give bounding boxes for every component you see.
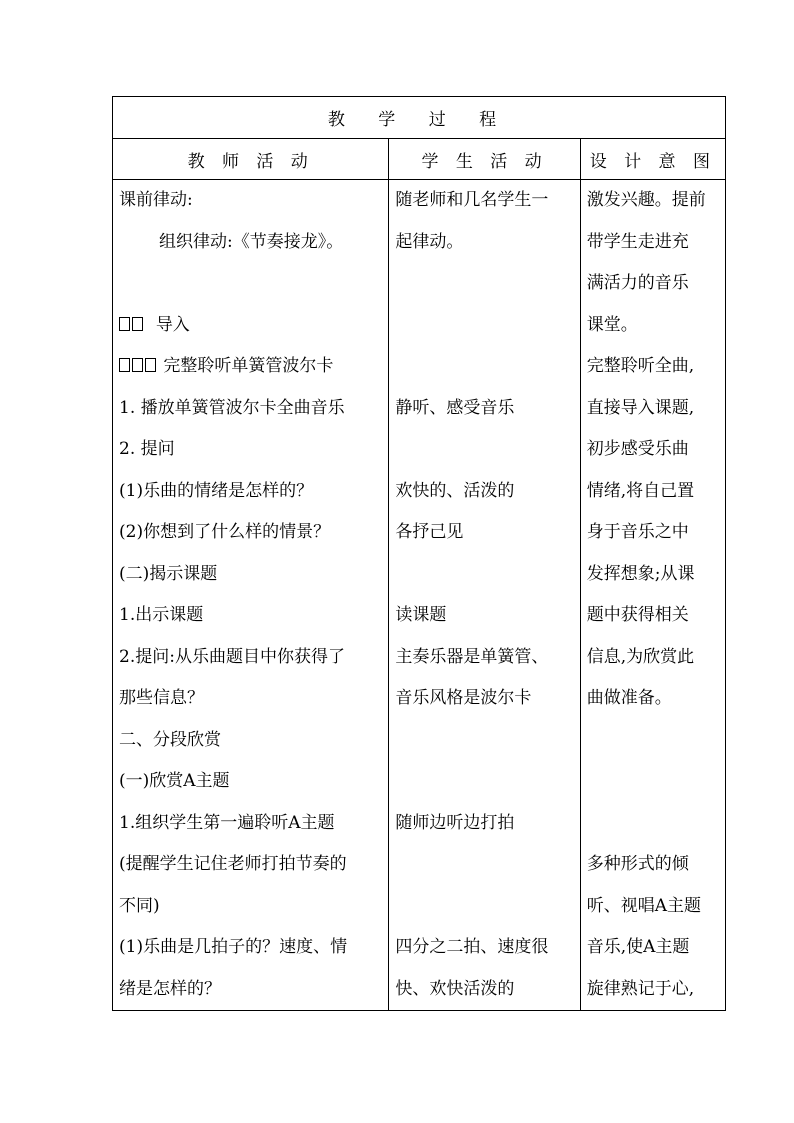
student-line: 四分之二拍、速度很	[395, 937, 549, 957]
student-line	[395, 554, 573, 596]
student-line: 起律动。	[395, 231, 464, 252]
teacher-line: 2.提问:从乐曲题目中你获得了	[119, 646, 345, 667]
student-line	[395, 305, 573, 347]
student-line: 欢快的、活泼的	[395, 480, 515, 501]
teacher-line: 1.组织学生第一遍聆听A主题	[119, 812, 335, 833]
teaching-process-table	[112, 96, 726, 1011]
placeholder-box-icon	[132, 358, 143, 372]
student-line	[395, 844, 573, 886]
table-body-row	[113, 180, 726, 1011]
header-teacher-activity: 教 师 活 动	[113, 139, 389, 180]
teacher-line-listen	[119, 346, 382, 388]
student-line	[395, 886, 573, 928]
design-line: 音乐,使A主题	[586, 937, 690, 957]
student-line: 各抒己见	[395, 522, 464, 542]
student-line	[395, 263, 573, 305]
student-line: 随师边听边打拍	[395, 812, 515, 833]
design-line: 激发兴趣。提前	[586, 190, 706, 210]
table-title-row	[113, 97, 726, 139]
placeholder-box-icon	[119, 358, 130, 372]
teacher-line: 绪是怎样的？	[119, 978, 221, 999]
teacher-line: 二、分段欣赏	[119, 729, 221, 750]
student-line: 静听、感受音乐	[395, 397, 515, 418]
design-line: 完整聆听全曲,	[586, 356, 695, 376]
student-line: 快、欢快活泼的	[395, 978, 515, 999]
design-intent-column	[580, 180, 725, 1011]
teacher-line: (1)乐曲的情绪是怎样的？	[119, 480, 314, 501]
student-line	[395, 761, 573, 803]
teacher-line-text: 导入	[155, 314, 190, 335]
design-line	[587, 761, 719, 803]
student-line: 主奏乐器是单簧管、	[395, 646, 549, 667]
teacher-line-intro	[119, 305, 382, 347]
student-line: 读课题	[395, 605, 447, 625]
teacher-line: 不同)	[119, 895, 160, 916]
teacher-activity-column	[113, 180, 389, 1011]
teacher-line-text: 完整聆听单簧管波尔卡	[163, 356, 334, 376]
design-line: 初步感受乐曲	[586, 439, 689, 459]
teacher-line	[119, 263, 382, 305]
design-line: 听、视唱A主题	[586, 895, 701, 916]
design-line	[587, 720, 719, 762]
teacher-line: 课前律动:	[119, 190, 193, 210]
design-line: 信息,为欣赏此	[586, 646, 695, 667]
student-line: 随老师和几名学生一	[395, 190, 549, 210]
header-design-intent: 设 计 意 图	[580, 139, 725, 180]
student-line	[395, 720, 573, 762]
design-line: 情绪,将自己置	[586, 480, 695, 501]
design-line: 曲做准备。	[586, 688, 672, 708]
design-line: 满活力的音乐	[586, 273, 689, 293]
placeholder-box-icon	[145, 358, 156, 372]
student-line	[395, 346, 573, 388]
design-line: 多种形式的倾	[586, 854, 689, 874]
table-title: 教 学 过 程	[113, 97, 726, 139]
teacher-line: (2)你想到了什么样的情景？	[119, 522, 331, 542]
teacher-line: (一)欣赏A主题	[119, 771, 230, 791]
placeholder-box-icon	[119, 317, 130, 331]
design-line	[587, 803, 719, 845]
teacher-line: 1. 播放单簧管波尔卡全曲音乐	[119, 397, 345, 418]
teacher-line: (二)揭示课题	[119, 563, 218, 584]
table-header-row	[113, 139, 726, 180]
teacher-line: 1.出示课题	[119, 605, 204, 625]
teacher-line: (提醒学生记住老师打拍节奏的	[119, 854, 347, 874]
header-student-activity: 学 生 活 动	[389, 139, 580, 180]
design-line: 发挥想象;从课	[586, 563, 695, 584]
student-line: 音乐风格是波尔卡	[395, 688, 532, 708]
design-line: 身于音乐之中	[586, 522, 689, 542]
design-line: 题中获得相关	[586, 605, 689, 625]
teacher-line: 组织律动:《节奏接龙》。	[159, 231, 344, 252]
design-line: 课堂。	[586, 314, 638, 335]
design-line: 旋律熟记于心,	[586, 978, 695, 999]
teacher-line: (1)乐曲是几拍子的？速度、情	[119, 937, 348, 957]
design-line: 直接导入课题,	[586, 397, 695, 418]
teacher-line: 2. 提问	[119, 439, 175, 459]
student-activity-column	[389, 180, 580, 1011]
student-line	[395, 429, 573, 471]
teacher-line: 那些信息？	[119, 688, 204, 708]
design-line: 带学生走进充	[586, 231, 689, 252]
placeholder-box-icon	[132, 317, 143, 331]
